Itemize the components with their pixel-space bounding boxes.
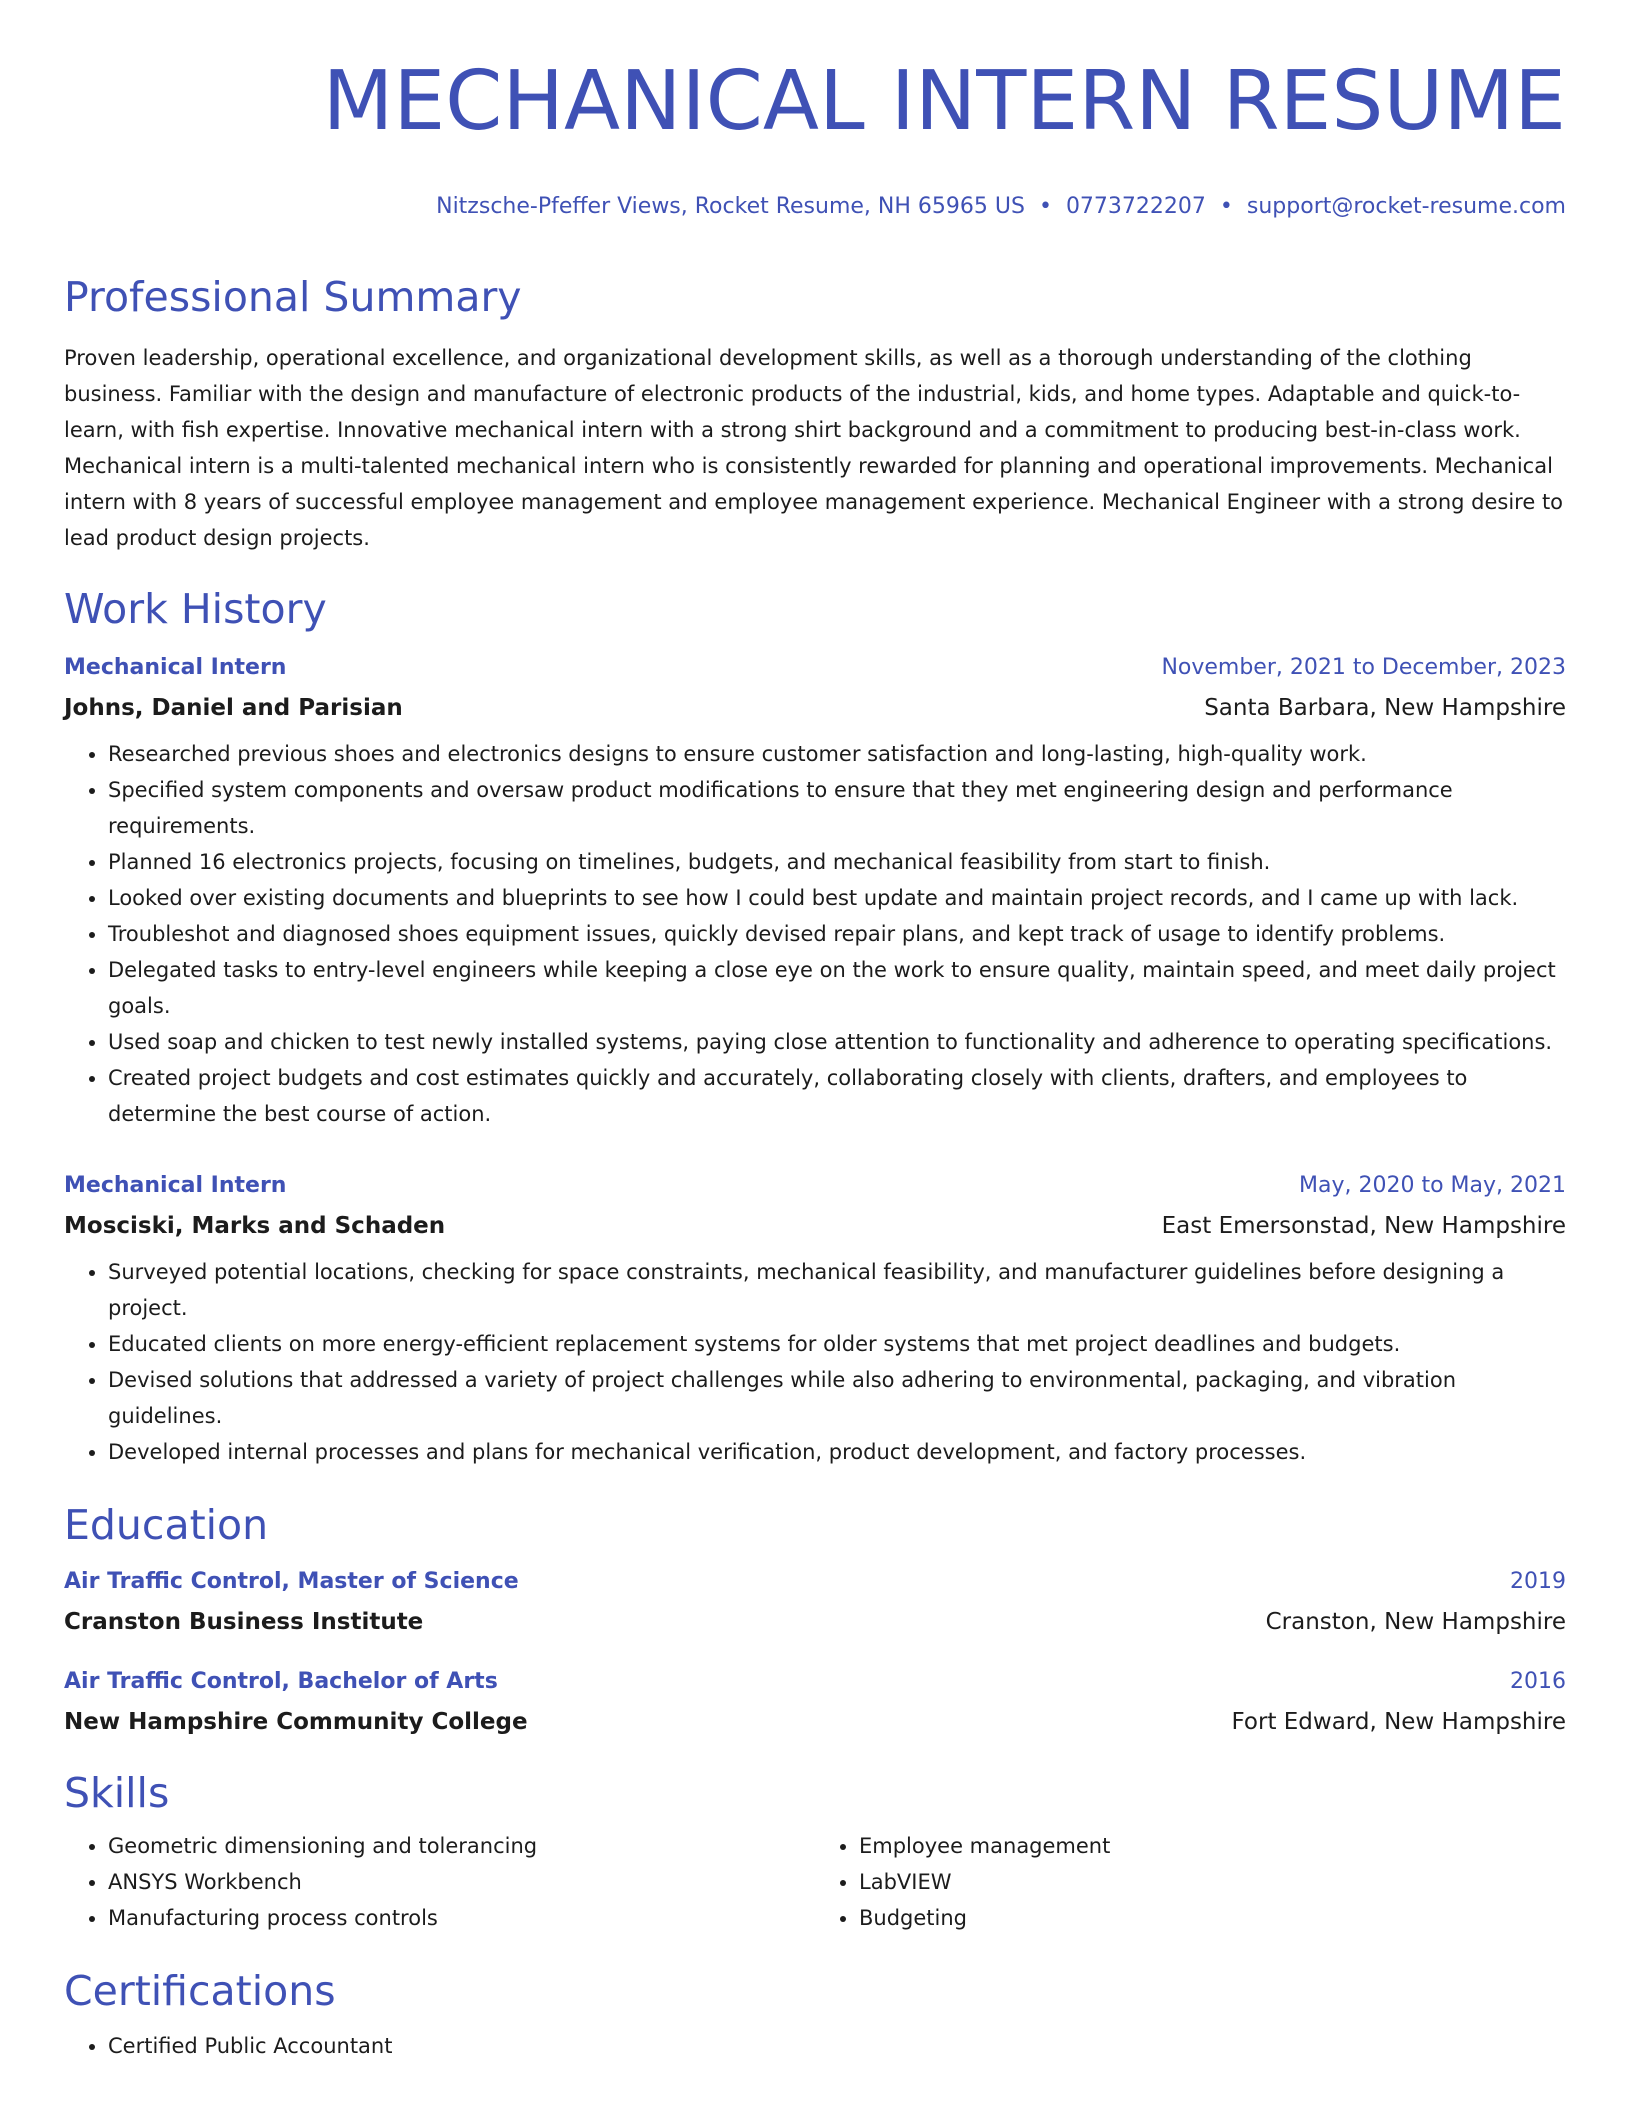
job-company-row bbox=[64, 1210, 1566, 1242]
contact-separator: • bbox=[1219, 194, 1233, 219]
education-heading: Education bbox=[64, 1501, 269, 1549]
job-bullet: • Used soap and chicken to test newly installed systems, paying close attention to functionality and adherence to operating specifications. bbox=[108, 1024, 1566, 1060]
contact-phone: 0773722207 bbox=[1065, 194, 1206, 219]
job-bullet: • Planned 16 electronics projects, focusing on timelines, budgets, and mechanical feasibility from start to finish. bbox=[108, 844, 1566, 880]
job-bullet: • Troubleshot and diagnosed shoes equipment issues, quickly devised repair plans, and kept track of usage to identify problems. bbox=[108, 916, 1566, 952]
job-title: Mechanical Intern bbox=[64, 655, 287, 680]
skill-item: • ANSYS Workbench bbox=[108, 1864, 815, 1900]
skill-item: • Employee management bbox=[859, 1828, 1566, 1864]
contact-line bbox=[64, 192, 1566, 222]
skills-grid bbox=[64, 1828, 1566, 1936]
job-bullets bbox=[64, 1254, 1566, 1470]
skills-heading: Skills bbox=[64, 1769, 170, 1817]
job-bullet: • Delegated tasks to entry-level engineers while keeping a close eye on the work to ensure quality, maintain speed, and meet daily project goals. bbox=[108, 952, 1566, 1024]
education-school-row bbox=[64, 1706, 1566, 1738]
certifications-list bbox=[64, 2028, 1566, 2064]
job-company-row bbox=[64, 692, 1566, 724]
contact-separator: • bbox=[1038, 194, 1052, 219]
summary-text: Proven leadership, operational excellence, and organizational development skills, as well as a thorough understanding of the clothing business. Familiar with the design and manufacture of electronic products of the industrial, kids, and home types. Adaptable and quick-to-learn, with fish expertise. Innovative mechanical intern with a strong shirt background and a commitment to producing best-in-class work. Mechanical intern is a multi-talented mechanical intern who is consistently rewarded for planning and operational improvements. Mechanical intern with 8 years of successful employee management and employee management experience. Mechanical Engineer with a strong desire to lead product design projects. bbox=[64, 346, 1564, 550]
job-company: Johns, Daniel and Parisian bbox=[64, 695, 403, 721]
education-school: New Hampshire Community College bbox=[64, 1709, 528, 1735]
job-header-row bbox=[64, 1170, 1566, 1202]
skill-item: • Geometric dimensioning and tolerancing bbox=[108, 1828, 815, 1864]
skills-column-left bbox=[64, 1828, 815, 1936]
skills-column-right bbox=[815, 1828, 1566, 1936]
work-history-heading: Work History bbox=[64, 585, 327, 633]
job-bullet: • Developed internal processes and plans for mechanical verification, product development, and factory processes. bbox=[108, 1434, 1566, 1470]
skill-item: • Manufacturing process controls bbox=[108, 1900, 815, 1936]
education-school: Cranston Business Institute bbox=[64, 1609, 424, 1635]
education-header-row bbox=[64, 1666, 1566, 1698]
education-school-row bbox=[64, 1606, 1566, 1638]
certification-item: • Certified Public Accountant bbox=[108, 2028, 1566, 2064]
job-location: East Emersonstad, New Hampshire bbox=[1161, 1213, 1566, 1239]
job-bullets bbox=[64, 736, 1566, 1132]
education-degree: Air Traffic Control, Master of Science bbox=[64, 1569, 519, 1594]
job-location: Santa Barbara, New Hampshire bbox=[1204, 695, 1566, 721]
certifications-heading: Certifications bbox=[64, 1967, 336, 2015]
education-header-row bbox=[64, 1566, 1566, 1598]
education-degree: Air Traffic Control, Bachelor of Arts bbox=[64, 1669, 498, 1694]
job-header-row bbox=[64, 652, 1566, 684]
job-dates: May, 2020 to May, 2021 bbox=[1299, 1173, 1566, 1198]
job-bullet: • Researched previous shoes and electronics designs to ensure customer satisfaction and long-lasting, high-quality work. bbox=[108, 736, 1566, 772]
job-bullet: • Specified system components and oversaw product modifications to ensure that they met engineering design and performance requirements. bbox=[108, 772, 1566, 844]
resume-page bbox=[64, 0, 1566, 2064]
job-title: Mechanical Intern bbox=[64, 1173, 287, 1198]
skill-item: • Budgeting bbox=[859, 1900, 1566, 1936]
job-entry bbox=[64, 1170, 1566, 1470]
job-bullet: • Created project budgets and cost estimates quickly and accurately, collaborating closely with clients, drafters, and employees to determine the best course of action. bbox=[108, 1060, 1566, 1132]
job-company: Mosciski, Marks and Schaden bbox=[64, 1213, 446, 1239]
education-location: Cranston, New Hampshire bbox=[1265, 1609, 1566, 1635]
education-entry bbox=[64, 1566, 1566, 1638]
education-entry bbox=[64, 1666, 1566, 1738]
job-dates: November, 2021 to December, 2023 bbox=[1161, 655, 1566, 680]
job-bullet: • Educated clients on more energy-efficient replacement systems for older systems that met project deadlines and budgets. bbox=[108, 1326, 1566, 1362]
summary-heading: Professional Summary bbox=[64, 273, 522, 321]
page-title: MECHANICAL INTERN RESUME bbox=[322, 54, 1566, 149]
job-bullet: • Looked over existing documents and blueprints to see how I could best update and maintain project records, and I came up with lack. bbox=[108, 880, 1566, 916]
job-bullet: • Devised solutions that addressed a variety of project challenges while also adhering to environmental, packaging, and vibration guidelines. bbox=[108, 1362, 1566, 1434]
contact-address: Nitzsche-Pfeffer Views, Rocket Resume, NH 65965 US bbox=[436, 194, 1025, 219]
education-location: Fort Edward, New Hampshire bbox=[1231, 1709, 1566, 1735]
contact-email: support@rocket-resume.com bbox=[1246, 194, 1566, 219]
education-year: 2019 bbox=[1510, 1569, 1566, 1594]
skill-item: • LabVIEW bbox=[859, 1864, 1566, 1900]
job-entry bbox=[64, 652, 1566, 1132]
education-year: 2016 bbox=[1510, 1669, 1566, 1694]
job-bullet: • Surveyed potential locations, checking for space constraints, mechanical feasibility, and manufacturer guidelines before designing a project. bbox=[108, 1254, 1566, 1326]
